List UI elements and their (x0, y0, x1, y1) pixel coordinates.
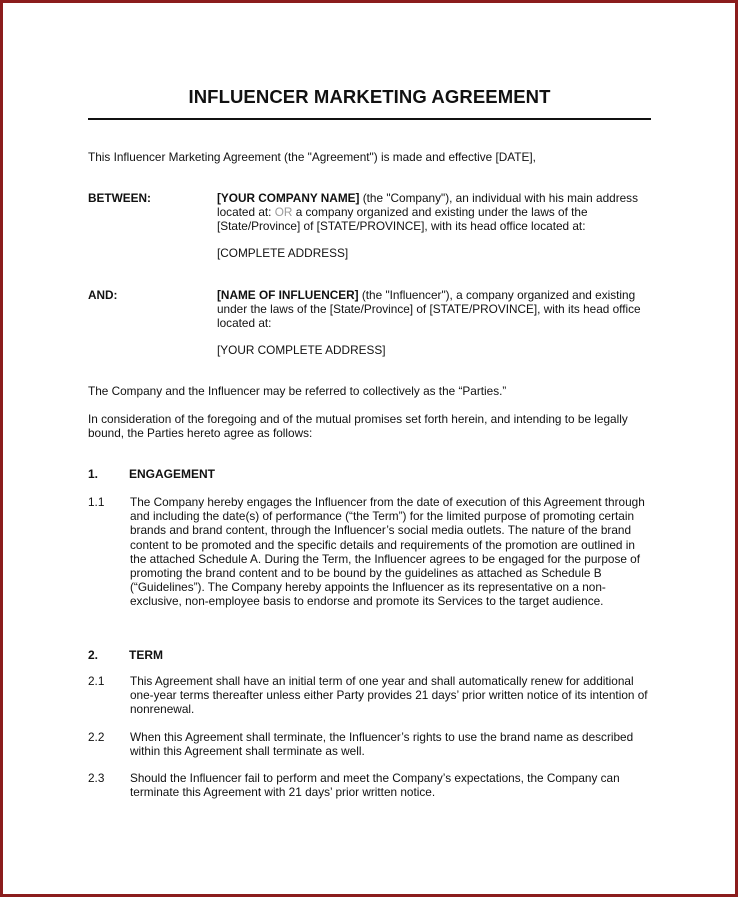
influencer-address-placeholder: [YOUR COMPLETE ADDRESS] (217, 343, 386, 357)
clause-number: 1.1 (88, 495, 105, 509)
between-text-a: (the "Company"), an individual with his main address located at: (217, 191, 638, 220)
clause-number: 2.2 (88, 730, 105, 744)
clause-text: This Agreement shall have an initial term of one year and shall automatically renew for additional one-year terms thereafter unless either Party provides 21 days’ prior written notice of its intention of nonrenewal. (130, 674, 648, 717)
or-marker: OR (274, 205, 293, 220)
title-rule (88, 118, 651, 120)
company-address-placeholder: [COMPLETE ADDRESS] (217, 246, 349, 260)
company-name-placeholder: [YOUR COMPANY NAME] (217, 191, 360, 205)
clause-text: When this Agreement shall terminate, the Influencer’s rights to use the brand name as described within this Agreement shall terminate as well. (130, 730, 634, 759)
clause-number: 2.3 (88, 771, 105, 785)
between-label: BETWEEN: (88, 191, 151, 205)
clause-text: Should the Influencer fail to perform and meet the Company’s expectations, the Company can terminate this Agreement with 21 days’ prior written notice. (130, 771, 620, 800)
and-party-text (217, 288, 653, 331)
consideration-paragraph: In consideration of the foregoing and of the mutual promises set forth herein, and intending to be legally bound, the Parties hereto agree as follows: (88, 412, 628, 441)
and-text: (the "Influencer"), a company organized and existing under the laws of the [State/Province] of [STATE/PROVINCE], with its head office located at: (217, 288, 641, 331)
section-title-engagement: ENGAGEMENT (129, 467, 216, 481)
between-text-b: a company organized and existing under the laws of the [State/Province] of [STATE/PROVINCE], with its head office located at: (217, 205, 588, 234)
section-title-term: TERM (129, 648, 163, 662)
intro-paragraph: This Influencer Marketing Agreement (the "Agreement") is made and effective [DATE], (88, 150, 536, 164)
clause-text: The Company hereby engages the Influencer from the date of execution of this Agreement through and including the date(s) of performance (“the Term”) for the limited purpose of promoting certain brands and brand content, through the Influencer’s social media outlets. The nature of the brand content to be promoted and the specific details and requirements of the promotion are outlined in the attached Schedule A. During the Term, the Influencer agrees to be engaged for the purpose of promoting the brand content and to be bound by the guidelines as attached as Schedule B (“Guidelines”). The Company hereby appoints the Influencer as its representative on a non-exclusive, non-employee basis to endorse and promote its Services to the target audience. (130, 495, 645, 609)
influencer-name-placeholder: [NAME OF INFLUENCER] (217, 288, 359, 302)
clause-number: 2.1 (88, 674, 105, 688)
between-party-text (217, 191, 653, 234)
section-number: 1. (88, 467, 99, 481)
document-title: INFLUENCER MARKETING AGREEMENT (188, 86, 551, 107)
section-number: 2. (88, 648, 99, 662)
parties-paragraph: The Company and the Influencer may be referred to collectively as the “Parties.” (88, 384, 507, 398)
and-label: AND: (88, 288, 118, 302)
